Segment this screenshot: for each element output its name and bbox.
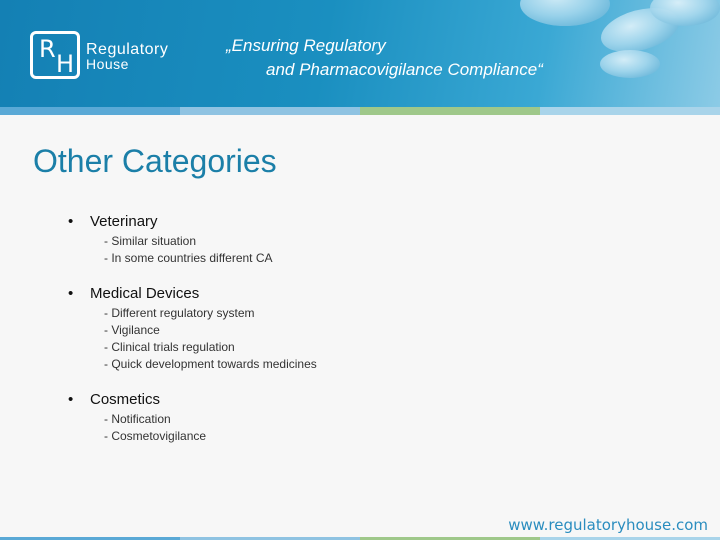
sub-list (68, 411, 206, 445)
tagline-line-1: „Ensuring Regulatory (226, 36, 386, 55)
sub-list (68, 305, 317, 373)
tagline (226, 34, 543, 82)
sub-item: - Different regulatory system (104, 306, 255, 320)
sub-item: - Notification (104, 412, 171, 426)
sub-item: - Vigilance (104, 323, 160, 337)
brand-name (86, 42, 168, 72)
bullet-icon: • (68, 285, 74, 302)
section-medical-devices (68, 285, 317, 373)
brand-line-1: Regulatory (86, 41, 169, 58)
pill-image (520, 0, 610, 26)
section-heading: Veterinary (90, 213, 158, 230)
sub-item: - Quick development towards medicines (104, 357, 317, 371)
header-banner (0, 0, 720, 107)
bullet-icon: • (68, 391, 74, 408)
logo-letter-h: H (56, 50, 75, 78)
logo-letter-r: R (39, 35, 56, 63)
bullet-heading (68, 391, 206, 408)
footer-website-link[interactable]: www.regulatoryhouse.com (508, 516, 708, 534)
section-cosmetics (68, 391, 206, 445)
sub-item: - Cosmetovigilance (104, 429, 207, 443)
sub-item: - Clinical trials regulation (104, 340, 235, 354)
sub-list (68, 233, 273, 267)
sub-item: - Similar situation (104, 234, 197, 248)
bullet-heading (68, 285, 317, 302)
section-heading: Medical Devices (90, 285, 200, 302)
bullet-icon: • (68, 213, 74, 230)
slide-title: Other Categories (33, 143, 277, 179)
section-veterinary (68, 213, 273, 267)
sub-item: - In some countries different CA (104, 251, 273, 265)
header-stripe (0, 107, 720, 115)
section-heading: Cosmetics (90, 391, 161, 408)
logo-icon (30, 31, 80, 79)
pill-image (600, 50, 660, 78)
brand-line-2: House (86, 56, 129, 72)
bullet-heading (68, 213, 273, 230)
tagline-line-2: and Pharmacovigilance Compliance“ (266, 60, 543, 79)
